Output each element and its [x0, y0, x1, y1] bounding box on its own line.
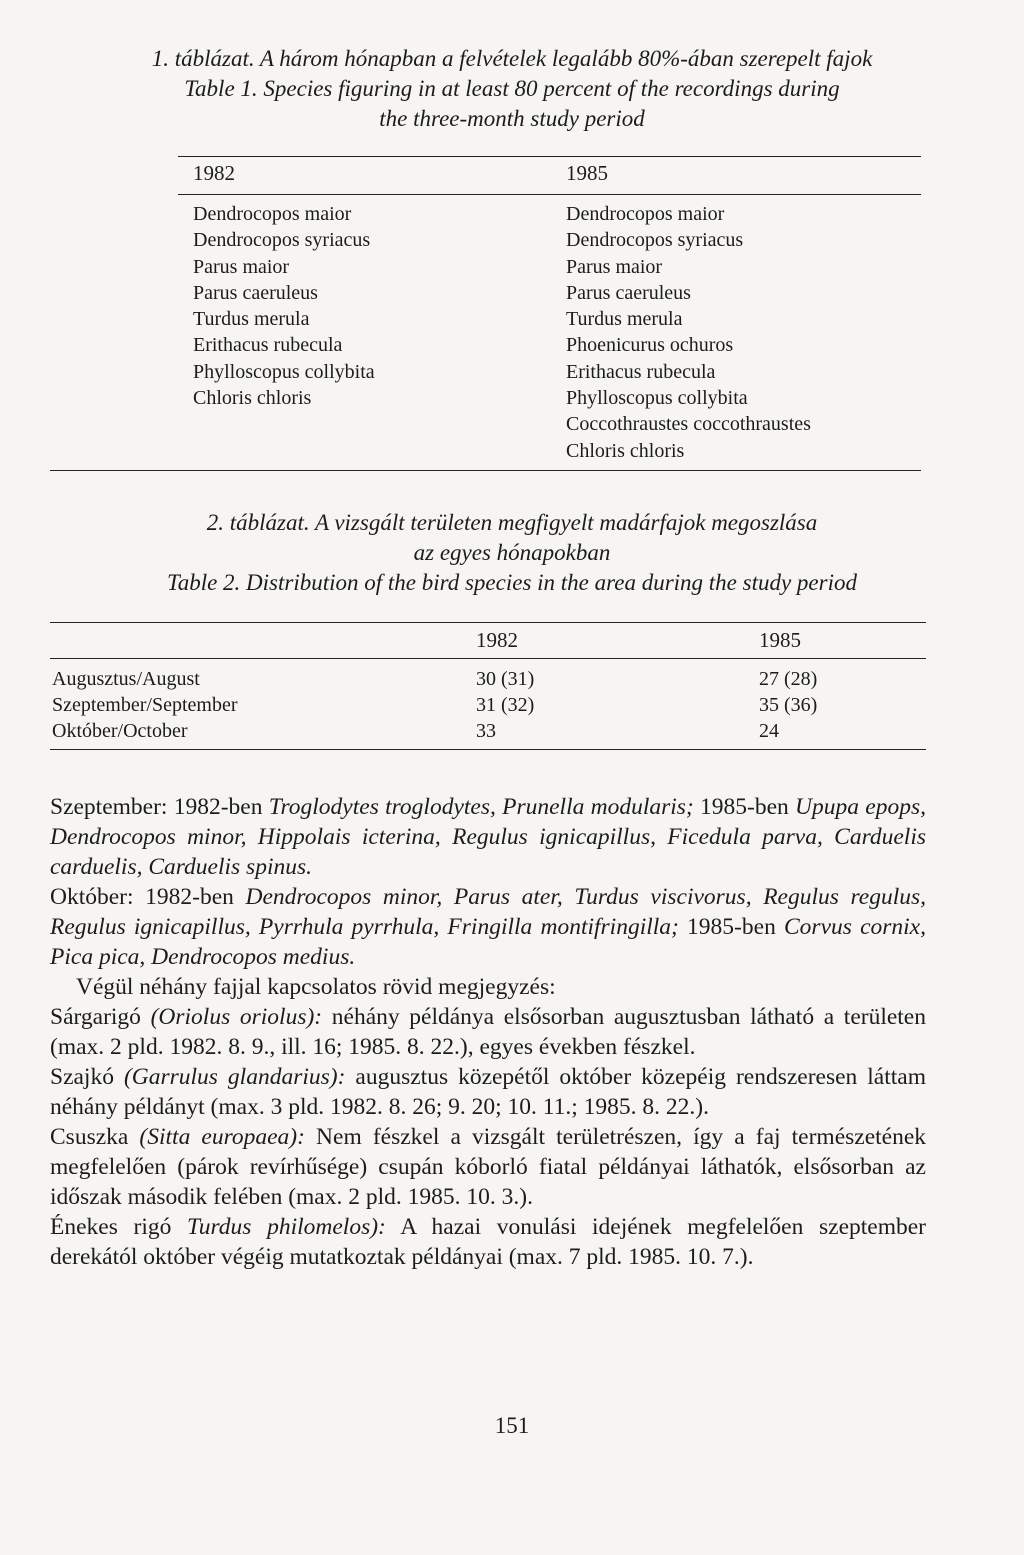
table1-header-rule — [178, 194, 921, 195]
table1-cell: Chloris chloris — [193, 387, 312, 410]
table1-caption-en-line1: Table 1. Species figuring in at least 80 percent of the recordings during — [184, 76, 840, 101]
table1-cell: Turdus merula — [193, 308, 310, 331]
table2-column-months — [52, 666, 238, 744]
table2-column-1982 — [476, 666, 534, 744]
paragraph-turdus: Énekes rigó Turdus philomelos): A hazai vonulási idejének megfelelően szeptember derekától október végéig mutatkoztak példányai (max. 7 pld. 1985. 10. 7.). — [50, 1214, 927, 1270]
table2-header-1982: 1982 — [476, 628, 518, 652]
table2-value-cell: 27 (28) — [759, 668, 818, 690]
table1-cell: Phylloscopus collybita — [193, 360, 375, 383]
table2-header-rule — [50, 658, 926, 659]
table1-cell: Erithacus rubecula — [566, 360, 716, 383]
page-number: 151 — [494, 1413, 530, 1438]
table1-cell: Turdus merula — [566, 308, 683, 331]
table2-value-cell: 33 — [476, 720, 496, 742]
table1-cell: Parus maior — [193, 255, 290, 278]
table1-header-1982: 1982 — [193, 161, 235, 185]
table1-cell: Phoenicurus ochuros — [566, 334, 734, 357]
paragraph-sitta: Csuszka (Sitta europaea): Nem fészkel a vizsgált területrészen, így a faj természetének megfelelően (párok revírhűsége) csupán kóborló fiatal példányai láthatók, elsősorban az időszak második felében (max. 2 pld. 1985. 10. 3.). — [50, 1124, 927, 1210]
table2-value-cell: 24 — [759, 720, 779, 742]
table1-column-1985 — [566, 201, 811, 464]
paragraph-garrulus: Szajkó (Garrulus glandarius): augusztus közepétől október közepéig rendszeresen láttam néhány példányt (max. 3 pld. 1982. 8. 26; 9. 20; 10. 11.; 1985. 8. 22.). — [50, 1064, 926, 1120]
body-text — [50, 792, 926, 1272]
table1-cell: Dendrocopos maior — [566, 203, 725, 225]
table1-cell: Chloris chloris — [566, 439, 685, 462]
table2-value-cell: 35 (36) — [759, 694, 818, 716]
table1-cell: Parus caeruleus — [566, 281, 691, 304]
paragraph-september: Szeptember: 1982-ben Troglodytes troglodytes, Prunella modularis; 1985-ben Upupa epops, Dendrocopos minor, Hippolais icterina, Regulus ignicapillus, Ficedula parva, Carduelis carduelis, Carduelis spinus. — [50, 794, 926, 880]
table2-caption — [0, 508, 1024, 598]
table1-header-1985: 1985 — [566, 161, 608, 185]
table1-cell: Dendrocopos syriacus — [566, 229, 744, 252]
table1-cell: Parus caeruleus — [193, 281, 318, 304]
table2-value-cell: 31 (32) — [476, 694, 535, 716]
table2-month-cell: Október/October — [52, 720, 188, 742]
table1-caption-en-line2: the three-month study period — [379, 106, 645, 131]
table1-bottom-rule — [50, 470, 921, 471]
table2-column-1985 — [759, 666, 817, 744]
table1-caption-hu: 1. táblázat. A három hónapban a felvételek legalább 80%-ában szerepelt fajok — [151, 46, 873, 71]
table2-header-1985: 1985 — [759, 628, 801, 652]
table1-cell: Erithacus rubecula — [193, 334, 343, 357]
paragraph-oriolus: Sárgarigó (Oriolus oriolus): néhány példánya elsősorban augusztusban látható a területen (max. 2 pld. 1982. 8. 9., ill. 16; 1985. 8. 22.), egyes években fészkel. — [50, 1004, 926, 1060]
table2-value-cell: 30 (31) — [476, 668, 535, 690]
table2-month-cell: Augusztus/August — [52, 668, 200, 690]
table2-caption-hu-line2: az egyes hónapokban — [413, 540, 611, 565]
table1-top-rule — [178, 156, 921, 157]
table1-cell: Parus maior — [566, 255, 663, 278]
table2-top-rule — [50, 622, 926, 623]
table1-cell: Phylloscopus collybita — [566, 387, 748, 410]
table1-cell: Coccothraustes coccothraustes — [566, 413, 811, 436]
table1-cell: Dendrocopos syriacus — [193, 229, 371, 252]
table2-month-cell: Szeptember/September — [52, 694, 238, 716]
table1-caption — [0, 44, 1024, 134]
table2-caption-hu-line1: 2. táblázat. A vizsgált területen megfigyelt madárfajok megoszlása — [206, 510, 818, 535]
table2-bottom-rule — [50, 749, 926, 750]
table1-cell: Dendrocopos maior — [193, 203, 352, 225]
table1-column-1982 — [193, 201, 375, 411]
paragraph-october: Október: 1982-ben Dendrocopos minor, Parus ater, Turdus viscivorus, Regulus regulus, Regulus ignicapillus, Pyrrhula pyrrhula, Fringilla montifringilla; 1985-ben Corvus cornix, Pica pica, Dendrocopos medius. — [50, 884, 927, 970]
paragraph-remarks-intro: Végül néhány fajjal kapcsolatos rövid megjegyzés: — [76, 974, 556, 1000]
table2-caption-en: Table 2. Distribution of the bird species in the area during the study period — [167, 570, 857, 595]
